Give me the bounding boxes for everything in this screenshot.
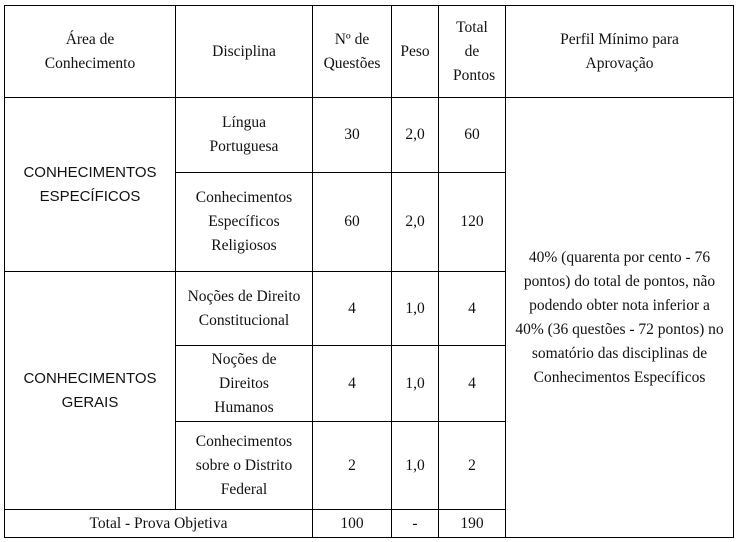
header-total: Total de Pontos [439,6,506,98]
disciplina-cell: Noções de Direitos Humanos [176,346,313,422]
total-cell: 4 [439,346,506,422]
area-gerais: CONHECIMENTOS GERAIS [5,272,176,510]
header-perfil: Perfil Mínimo para Aprovação [506,6,734,98]
peso-cell: 1,0 [392,272,439,346]
questoes-cell: 2 [313,422,392,510]
area-especificos: CONHECIMENTOS ESPECÍFICOS [5,98,176,272]
peso-cell: 1,0 [392,346,439,422]
peso-cell: 2,0 [392,173,439,272]
peso-cell: 2,0 [392,98,439,173]
disciplina-cell: Conhecimentos Específicos Religiosos [176,173,313,272]
footer-questoes: 100 [313,510,392,538]
header-disciplina: Disciplina [176,6,313,98]
disciplina-cell: Língua Portuguesa [176,98,313,173]
header-questoes: Nº de Questões [313,6,392,98]
header-row [5,6,734,98]
footer-peso: - [392,510,439,538]
total-cell: 2 [439,422,506,510]
questoes-cell: 4 [313,346,392,422]
header-peso: Peso [392,6,439,98]
exam-table [4,5,734,538]
table-row [5,98,734,173]
header-area: Área de Conhecimento [5,6,176,98]
questoes-cell: 60 [313,173,392,272]
questoes-cell: 30 [313,98,392,173]
questoes-cell: 4 [313,272,392,346]
total-cell: 4 [439,272,506,346]
total-cell: 60 [439,98,506,173]
peso-cell: 1,0 [392,422,439,510]
disciplina-cell: Noções de Direito Constitucional [176,272,313,346]
disciplina-cell: Conhecimentos sobre o Distrito Federal [176,422,313,510]
table-container [4,5,734,538]
perfil-cell: 40% (quarenta por cento - 76 pontos) do total de pontos, não podendo obter nota inferior a 40% (36 questões - 72 pontos) no somatório das disciplinas de Conhecimentos Específicos [506,98,734,538]
total-cell: 120 [439,173,506,272]
footer-total: 190 [439,510,506,538]
footer-label: Total - Prova Objetiva [5,510,313,538]
